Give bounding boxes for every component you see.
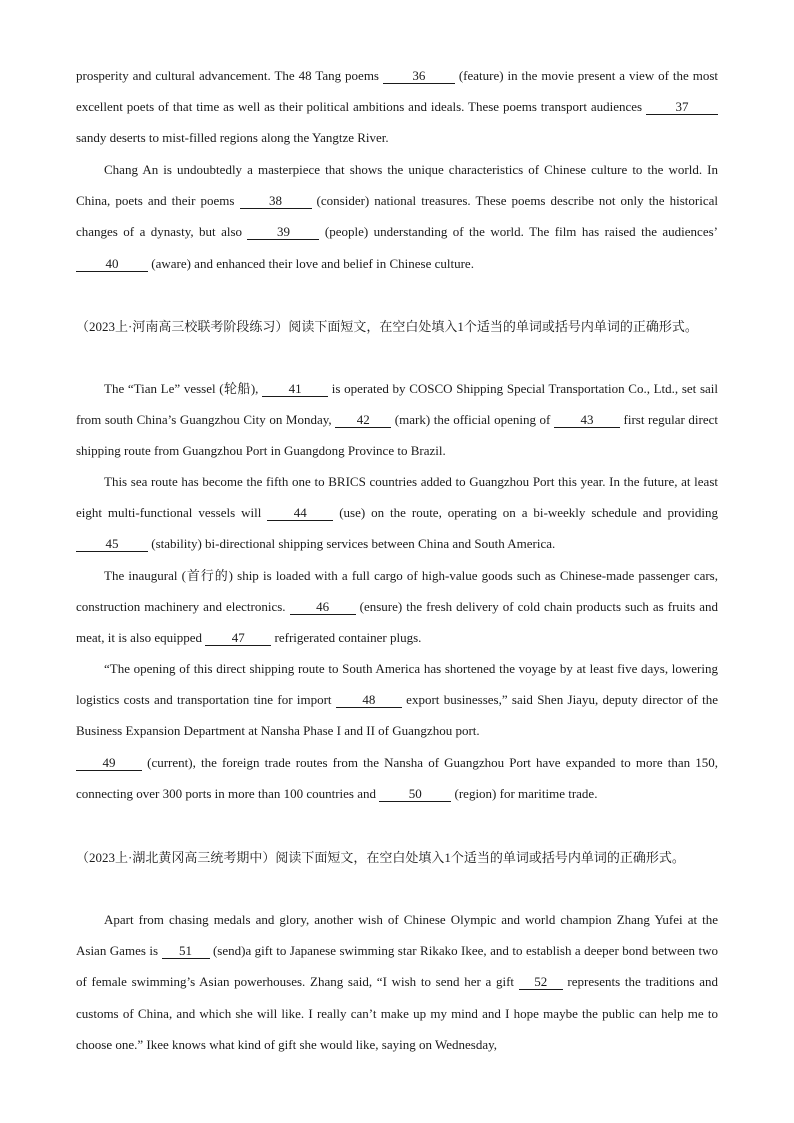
blank-36[interactable]: 36 <box>383 68 455 84</box>
paragraph: The “Tian Le” vessel (轮船), 41 is operated by COSCO Shipping Special Transportation Co., Ltd., set sail from south China’s Guangzhou City on Monday, 42 (mark) the official opening of 43 first regular direct shipping route from Guangzhou Port in Guangdong Province to Brazil. <box>76 381 719 459</box>
section-heading: （2023上·湖北黄冈高三统考期中）阅读下面短文，在空白处填入1个适当的单词或括号内单词的正确形式。 <box>76 850 685 865</box>
section-heading: （2023上·河南高三校联考阶段练习）阅读下面短文，在空白处填入1个适当的单词或括号内单词的正确形式。 <box>76 319 698 334</box>
paragraph: Apart from chasing medals and glory, another wish of Chinese Olympic and world champion Zhang Yufei at the Asian Games is 51 (send)a gift to Japanese swimming star Rikako Ikee, and to establish a deeper bond between two of female swimming’s Asian powerhouses. Zhang said, “I wish to send her a gift 52 represents the traditions and customs of China, and which she will like. I really can’t make up my mind and I hope maybe the public can help me to choose one.” Ikee knows what kind of gift she would like, saying on Wednesday, <box>76 912 718 1052</box>
blank-48[interactable]: 48 <box>336 692 402 708</box>
blank-37[interactable]: 37 <box>646 99 718 115</box>
blank-52[interactable]: 52 <box>519 974 563 990</box>
paragraph: Chang An is undoubtedly a masterpiece that shows the unique characteristics of Chinese culture to the world. In China, poets and their poems 38 (consider) national treasures. These poems describe not only the historical changes of a dynasty, but also 39 (people) understanding of the world. The film has raised the audiences’ 40 (aware) and enhanced their love and belief in Chinese culture. <box>76 162 718 271</box>
blank-38[interactable]: 38 <box>240 193 312 209</box>
blank-45[interactable]: 45 <box>76 536 148 552</box>
blank-46[interactable]: 46 <box>290 599 356 615</box>
blank-39[interactable]: 39 <box>247 224 319 240</box>
paragraph: This sea route has become the fifth one to BRICS countries added to Guangzhou Port this year. In the future, at least eight multi-functional vessels will 44 (use) on the route, operating on a bi-weekly schedule and providing 45 (stability) bi-directional shipping services between China and South America. <box>76 474 718 552</box>
blank-43[interactable]: 43 <box>554 412 620 428</box>
blank-41[interactable]: 41 <box>262 381 328 397</box>
paragraph: The inaugural (首行的) ship is loaded with a full cargo of high-value goods such as Chinese-made passenger cars, construction machinery and electronics. 46 (ensure) the fresh delivery of cold chain products such as fruits and meat, it is also equipped 47 refrigerated container plugs. <box>76 568 718 646</box>
paragraph: 49 (current), the foreign trade routes from the Nansha of Guangzhou Port have expanded to more than 150, connecting over 300 ports in more than 100 countries and 50 (region) for maritime trade. <box>76 755 718 802</box>
blank-49[interactable]: 49 <box>76 755 142 771</box>
blank-47[interactable]: 47 <box>205 630 271 646</box>
blank-44[interactable]: 44 <box>267 505 333 521</box>
blank-42[interactable]: 42 <box>335 412 391 428</box>
paragraph: prosperity and cultural advancement. The 48 Tang poems 36 (feature) in the movie present a view of the most excellent poets of that time as well as their political ambitions and ideals. These poems transport audiences 37 sandy deserts to mist-filled regions along the Yangtze River. <box>76 68 718 146</box>
blank-51[interactable]: 51 <box>162 943 210 959</box>
paragraph: “The opening of this direct shipping route to South America has shortened the voyage by at least five days, lowering logistics costs and transportation tine for import 48 export businesses,” said Shen Jiayu, deputy director of the Business Expansion Department at Nansha Phase I and II of Guangzhou port. <box>76 661 718 739</box>
blank-40[interactable]: 40 <box>76 256 148 272</box>
blank-50[interactable]: 50 <box>379 786 451 802</box>
